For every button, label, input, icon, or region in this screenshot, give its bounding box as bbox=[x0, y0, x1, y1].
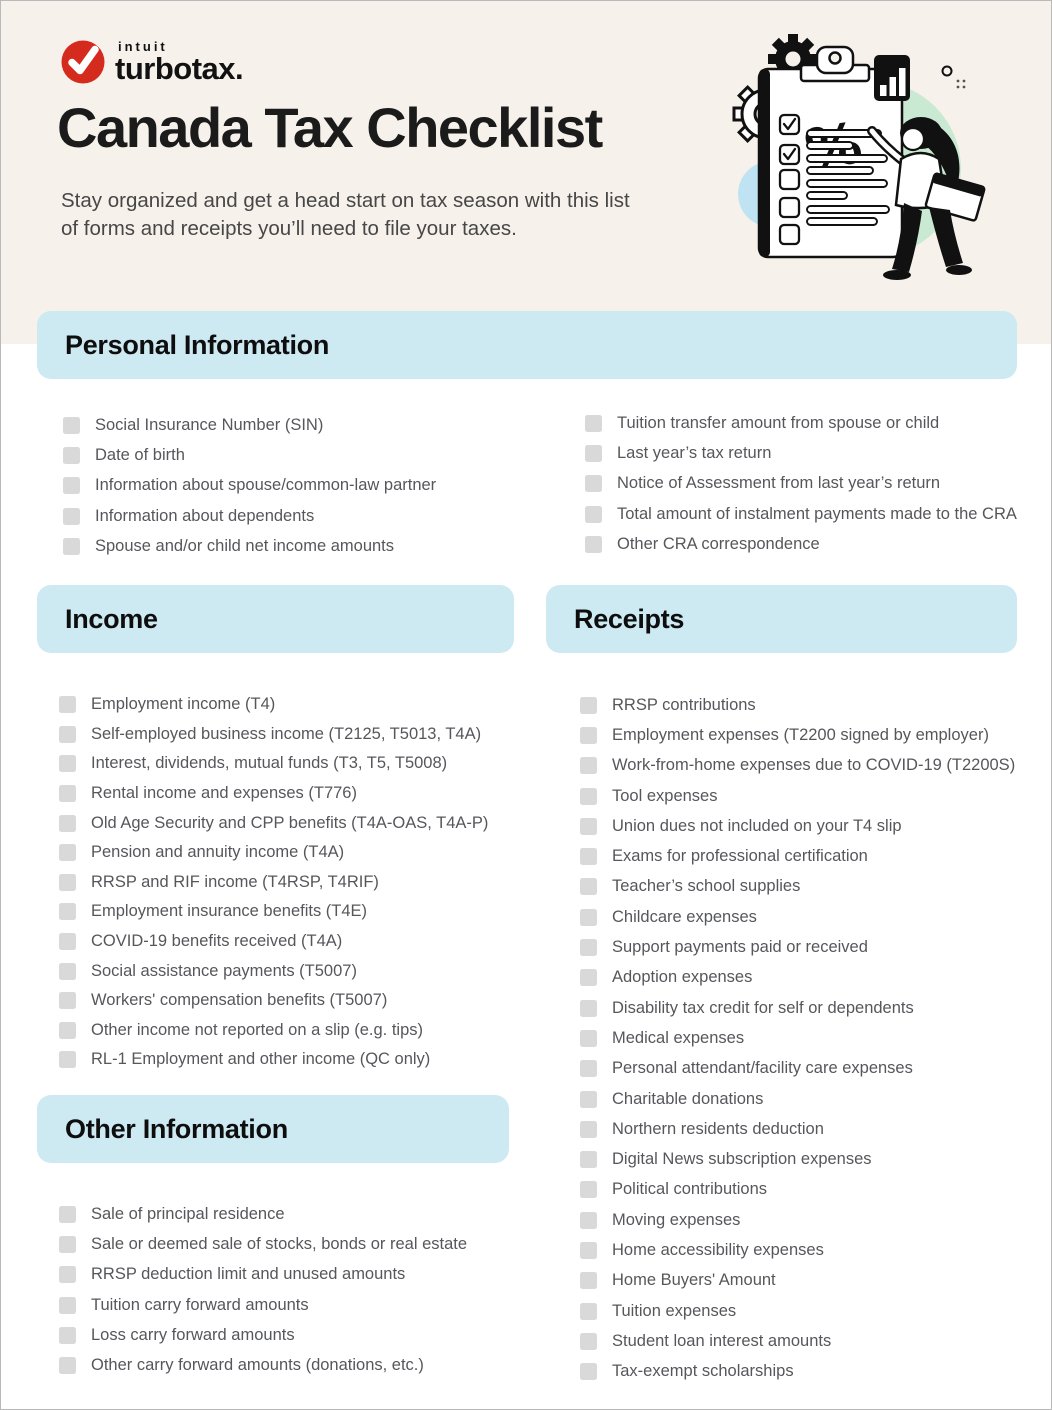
checklist-item-label: Moving expenses bbox=[612, 1210, 741, 1229]
checkbox-icon[interactable] bbox=[580, 878, 597, 895]
checklist-item-label: Rental income and expenses (T776) bbox=[91, 784, 357, 803]
checkbox-icon[interactable] bbox=[59, 874, 76, 891]
checklist-item-label: Social Insurance Number (SIN) bbox=[95, 415, 324, 434]
checkbox-icon[interactable] bbox=[585, 536, 602, 553]
checklist-item-label: RL-1 Employment and other income (QC only) bbox=[91, 1050, 431, 1069]
turbotax-logo bbox=[59, 37, 243, 85]
checklist-item-label: Medical expenses bbox=[612, 1028, 745, 1047]
checkbox-icon[interactable] bbox=[59, 1357, 76, 1374]
checklist-item bbox=[59, 720, 488, 750]
checklist-item bbox=[59, 1016, 488, 1046]
section-title: Other Information bbox=[65, 1113, 288, 1144]
section-banner-income bbox=[37, 585, 514, 653]
checkbox-icon[interactable] bbox=[59, 785, 76, 802]
checklist-item-label: Exams for professional certification bbox=[612, 847, 868, 866]
checklist-item bbox=[580, 1054, 1015, 1084]
checklist-item bbox=[63, 410, 436, 440]
checkbox-icon[interactable] bbox=[580, 1091, 597, 1108]
checklist-item-label: Political contributions bbox=[612, 1180, 767, 1199]
checklist-item-label: COVID-19 benefits received (T4A) bbox=[91, 932, 343, 951]
checklist-item-label: Employment insurance benefits (T4E) bbox=[91, 902, 368, 921]
checklist-item bbox=[580, 720, 1015, 750]
checklist-item bbox=[63, 471, 436, 501]
receipts-list bbox=[580, 690, 1015, 1387]
checkbox-icon[interactable] bbox=[580, 969, 597, 986]
checkbox-icon[interactable] bbox=[580, 818, 597, 835]
checkbox-icon[interactable] bbox=[59, 755, 76, 772]
checklist-item bbox=[63, 501, 436, 531]
checklist-item-label: Information about dependents bbox=[95, 506, 315, 525]
checklist-item-label: Work-from-home expenses due to COVID-19 (T2200S) bbox=[612, 756, 1016, 775]
checklist-item-label: RRSP contributions bbox=[612, 695, 756, 714]
checklist-item bbox=[580, 1205, 1015, 1235]
checklist-item-label: Date of birth bbox=[95, 445, 185, 464]
checkbox-icon[interactable] bbox=[580, 1303, 597, 1320]
checkbox-icon[interactable] bbox=[59, 1051, 76, 1068]
checkbox-icon[interactable] bbox=[580, 1272, 597, 1289]
checklist-item bbox=[580, 993, 1015, 1023]
checkbox-icon[interactable] bbox=[585, 415, 602, 432]
personal-information-list-left bbox=[63, 410, 436, 561]
checklist-item-label: Tuition carry forward amounts bbox=[91, 1295, 309, 1314]
checkbox-icon[interactable] bbox=[63, 508, 80, 525]
checklist-item-label: Disability tax credit for self or dependents bbox=[612, 998, 914, 1017]
header bbox=[1, 1, 1051, 344]
checkbox-icon[interactable] bbox=[59, 933, 76, 950]
bar-chart-icon bbox=[874, 55, 910, 101]
checkbox-icon[interactable] bbox=[580, 697, 597, 714]
checklist-item-label: Interest, dividends, mutual funds (T3, T5, T5008) bbox=[91, 754, 448, 773]
checklist-item bbox=[59, 838, 488, 868]
checkbox-icon[interactable] bbox=[63, 417, 80, 434]
checkbox-icon[interactable] bbox=[59, 844, 76, 861]
checklist-item bbox=[59, 1350, 467, 1380]
checklist-item-label: Other CRA correspondence bbox=[617, 534, 820, 553]
checklist-item bbox=[580, 1114, 1015, 1144]
checkbox-icon[interactable] bbox=[59, 1327, 76, 1344]
page-title: Canada Tax Checklist bbox=[57, 96, 602, 159]
checklist-item bbox=[59, 1290, 467, 1320]
personal-information-list-right bbox=[585, 408, 1017, 559]
checklist-item bbox=[59, 808, 488, 838]
checklist-item bbox=[59, 1320, 467, 1350]
checklist-item bbox=[580, 1084, 1015, 1114]
checkbox-icon[interactable] bbox=[59, 726, 76, 743]
checklist-item-label: Information about spouse/common-law partner bbox=[95, 476, 437, 495]
checklist-item-label: Union dues not included on your T4 slip bbox=[612, 816, 902, 835]
checkbox-icon[interactable] bbox=[59, 963, 76, 980]
section-title: Income bbox=[65, 603, 158, 634]
section-banner-other-information bbox=[37, 1095, 509, 1163]
checklist-item-label: Notice of Assessment from last year’s return bbox=[617, 474, 941, 493]
income-list bbox=[59, 690, 488, 1075]
checkbox-icon[interactable] bbox=[580, 1121, 597, 1138]
turbotax-wordmark: turbotax. bbox=[115, 50, 244, 86]
checklist-item bbox=[585, 408, 1017, 438]
checklist-item bbox=[580, 872, 1015, 902]
checklist-item bbox=[63, 531, 436, 561]
checklist-item-label: Employment expenses (T2200 signed by employer) bbox=[612, 725, 989, 744]
section-banner-personal-information bbox=[37, 311, 1017, 379]
checklist-item-label: Support payments paid or received bbox=[612, 938, 868, 957]
checklist-item bbox=[59, 927, 488, 957]
checkbox-icon[interactable] bbox=[59, 696, 76, 713]
checklist-item-label: Other income not reported on a slip (e.g. tips) bbox=[91, 1020, 423, 1039]
checklist-item bbox=[59, 897, 488, 927]
checkbox-icon[interactable] bbox=[580, 909, 597, 926]
checkbox-icon[interactable] bbox=[59, 1266, 76, 1283]
checklist-item-label: Workers' compensation benefits (T5007) bbox=[91, 991, 388, 1010]
checklist-item-label: Tax-exempt scholarships bbox=[612, 1362, 794, 1381]
checklist-item-label: Charitable donations bbox=[612, 1089, 764, 1108]
checklist-item-label: Loss carry forward amounts bbox=[91, 1325, 295, 1344]
checklist-item bbox=[580, 781, 1015, 811]
checklist-item-label: Tuition transfer amount from spouse or child bbox=[617, 413, 940, 432]
checkbox-icon[interactable] bbox=[59, 903, 76, 920]
section-title: Personal Information bbox=[65, 329, 330, 360]
checkbox-icon[interactable] bbox=[580, 1363, 597, 1380]
intuit-wordmark: intuit bbox=[118, 38, 168, 54]
checklist-item-label: Social assistance payments (T5007) bbox=[91, 961, 357, 980]
checkbox-icon[interactable] bbox=[580, 1242, 597, 1259]
checkbox-icon[interactable] bbox=[580, 1030, 597, 1047]
checkbox-icon[interactable] bbox=[585, 506, 602, 523]
checklist-item-label: Spouse and/or child net income amounts bbox=[95, 536, 395, 555]
checklist-item-label: Tuition expenses bbox=[612, 1301, 737, 1320]
checklist-item bbox=[580, 1296, 1015, 1326]
checklist-item-label: Other carry forward amounts (donations, etc.) bbox=[91, 1356, 424, 1375]
checklist-item-label: Tool expenses bbox=[612, 786, 718, 805]
checkbox-icon[interactable] bbox=[59, 1206, 76, 1223]
checklist-item bbox=[59, 986, 488, 1016]
checkmark-icon bbox=[59, 37, 107, 85]
checklist-item-label: Northern residents deduction bbox=[612, 1119, 824, 1138]
checklist-item bbox=[580, 690, 1015, 720]
section-title: Receipts bbox=[574, 603, 685, 634]
checklist-item bbox=[59, 779, 488, 809]
page-subtitle: Stay organized and get a head start on tax season with this list of forms and receipts you’ll need to file your taxes. bbox=[61, 189, 630, 240]
checklist-item bbox=[580, 932, 1015, 962]
checklist-item-label: Pension and annuity income (T4A) bbox=[91, 843, 345, 862]
checkbox-icon[interactable] bbox=[580, 1000, 597, 1017]
checklist-item bbox=[580, 1357, 1015, 1387]
checklist-item-label: Home accessibility expenses bbox=[612, 1240, 824, 1259]
checkbox-icon[interactable] bbox=[63, 447, 80, 464]
checkbox-icon[interactable] bbox=[580, 727, 597, 744]
checklist-item bbox=[580, 902, 1015, 932]
checklist-item bbox=[580, 841, 1015, 871]
checkbox-icon[interactable] bbox=[59, 815, 76, 832]
checklist-item bbox=[580, 1326, 1015, 1356]
deco-circle bbox=[943, 67, 952, 76]
checklist-item-label: Sale or deemed sale of stocks, bonds or real estate bbox=[91, 1234, 468, 1253]
section-banner-receipts bbox=[546, 585, 1017, 653]
checklist-item bbox=[585, 529, 1017, 559]
checklist-item bbox=[59, 690, 488, 720]
checkbox-icon[interactable] bbox=[580, 1151, 597, 1168]
checklist-item-label: Digital News subscription expenses bbox=[612, 1150, 872, 1169]
checklist-item-label: RRSP and RIF income (T4RSP, T4RIF) bbox=[91, 872, 379, 891]
checklist-item-label: Teacher’s school supplies bbox=[612, 877, 801, 896]
checklist-item bbox=[59, 749, 488, 779]
checklist-item bbox=[59, 1260, 467, 1290]
checklist-item-label: Personal attendant/facility care expenses bbox=[612, 1059, 913, 1078]
checkbox-icon[interactable] bbox=[585, 445, 602, 462]
checklist-item-label: Childcare expenses bbox=[612, 907, 757, 926]
checklist-item-label: Old Age Security and CPP benefits (T4A-OAS, T4A-P) bbox=[91, 813, 489, 832]
checkbox-icon[interactable] bbox=[63, 477, 80, 494]
checklist-item bbox=[580, 1023, 1015, 1053]
checklist-item bbox=[59, 1199, 467, 1229]
checklist-item bbox=[59, 956, 488, 986]
other-information-list bbox=[59, 1199, 467, 1381]
checkbox-icon[interactable] bbox=[580, 1212, 597, 1229]
checklist-item bbox=[580, 1266, 1015, 1296]
checkbox-icon[interactable] bbox=[585, 475, 602, 492]
checkbox-icon[interactable] bbox=[580, 1181, 597, 1198]
checkbox-icon[interactable] bbox=[580, 757, 597, 774]
checklist-item bbox=[59, 1229, 467, 1259]
checklist-item bbox=[580, 811, 1015, 841]
checklist-item-label: RRSP deduction limit and unused amounts bbox=[91, 1265, 406, 1284]
checkbox-icon[interactable] bbox=[580, 788, 597, 805]
checkbox-icon[interactable] bbox=[63, 538, 80, 555]
checklist-item-label: Employment income (T4) bbox=[91, 695, 276, 714]
checklist-item-label: Total amount of instalment payments made to the CRA bbox=[617, 504, 1017, 523]
checkbox-icon[interactable] bbox=[580, 939, 597, 956]
checkbox-icon[interactable] bbox=[59, 1297, 76, 1314]
clipboard-checkboxes bbox=[780, 115, 799, 244]
checklist-item-label: Sale of principal residence bbox=[91, 1204, 285, 1223]
checklist-item bbox=[580, 1175, 1015, 1205]
deco-dots bbox=[957, 80, 966, 89]
checkbox-icon[interactable] bbox=[59, 992, 76, 1009]
checklist-item bbox=[585, 438, 1017, 468]
checklist-item bbox=[580, 751, 1015, 781]
tax-clipboard-illustration bbox=[725, 29, 1001, 299]
checklist-item-label: Self-employed business income (T2125, T5013, T4A) bbox=[91, 724, 482, 743]
checkbox-icon[interactable] bbox=[580, 848, 597, 865]
checklist-item-label: Home Buyers' Amount bbox=[612, 1271, 776, 1290]
checklist-item bbox=[585, 469, 1017, 499]
checklist-item bbox=[63, 440, 436, 470]
checklist-item-label: Student loan interest amounts bbox=[612, 1331, 832, 1350]
checklist-item-label: Last year’s tax return bbox=[617, 443, 772, 462]
checklist-item bbox=[580, 1235, 1015, 1265]
checklist-item bbox=[580, 1144, 1015, 1174]
checklist-item bbox=[59, 1045, 488, 1075]
checklist-item bbox=[580, 963, 1015, 993]
checkbox-icon[interactable] bbox=[59, 1022, 76, 1039]
checkbox-icon[interactable] bbox=[580, 1333, 597, 1350]
checkbox-icon[interactable] bbox=[580, 1060, 597, 1077]
checklist-item bbox=[585, 499, 1017, 529]
checkbox-icon[interactable] bbox=[59, 1236, 76, 1253]
checklist-item-label: Adoption expenses bbox=[612, 968, 753, 987]
checklist-item bbox=[59, 868, 488, 898]
